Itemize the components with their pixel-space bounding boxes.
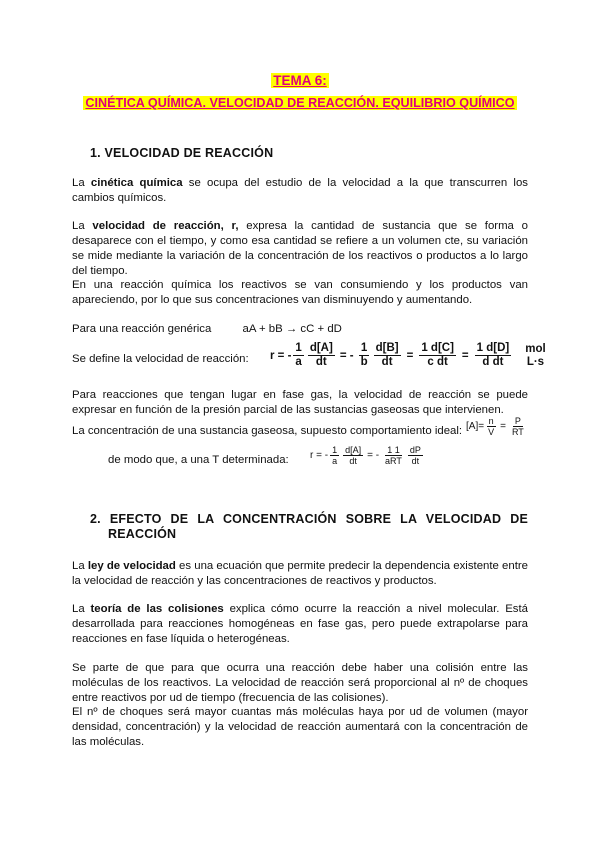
section-2-heading-line-2: REACCIÓN bbox=[108, 527, 177, 541]
s1-paragraph-3: En una reacción química los reactivos se van consumiendo y los productos van apareciendo, por lo que sus concentraciones van disminuyendo y aumentando. bbox=[72, 279, 528, 306]
term-velocidad: velocidad de reacción, r, bbox=[92, 220, 239, 232]
term-ley-velocidad: ley de velocidad bbox=[87, 560, 176, 572]
tema-title: TEMA 6: bbox=[273, 73, 327, 88]
tema-subtitle: CINÉTICA QUÍMICA. VELOCIDAD DE REACCIÓN. EQUILIBRIO QUÍMICO bbox=[85, 96, 515, 110]
pressure-rate-equation: r = - $\frac{1}{a}$ $\frac{d[A]}{dt}$ = - $\frac{1 1}{\text{aRT}}$ $\frac{dP}{dt}$ bbox=[310, 445, 421, 466]
section-1-heading: 1. VELOCIDAD DE REACCIÓN bbox=[90, 146, 274, 160]
rate-definition-label: Se define la velocidad de reacción: bbox=[72, 353, 249, 365]
s2-paragraph-2: La teoría de las colisiones explica cómo ocurre la reacción a nivel molecular. Está desarrollada para reacciones homogéneas en fase gas, pero puede extrapolarse para reacciones en fase líquida o heterogéneas. bbox=[72, 603, 528, 645]
title-line-2 bbox=[0, 94, 600, 112]
title-line-1 bbox=[0, 72, 600, 90]
gas-concentration-equation: [A]= $\frac{n}{V}$ = $\frac{P}{RT}$ bbox=[466, 416, 524, 437]
s2-paragraph-1: La ley de velocidad es una ecuación que permite predecir la dependencia existente entre la velocidad de reacción y las concentraciones de reactivos y productos. bbox=[72, 560, 528, 587]
generic-reaction-equation: aA + bB → cC + dD bbox=[242, 323, 342, 335]
s1-paragraph-1: La cinética química se ocupa del estudio de la velocidad a la que transcurren los cambios químicos. bbox=[72, 177, 528, 204]
section-2-heading-line-1: 2. EFECTO DE LA CONCENTRACIÓN SOBRE LA VELOCIDAD DE bbox=[90, 512, 528, 526]
fixed-temperature-label: de modo que, a una T determinada: bbox=[108, 454, 289, 466]
generic-reaction-line bbox=[72, 322, 528, 337]
s1-paragraph-2: La velocidad de reacción, r, expresa la cantidad de sustancia que se forma o desaparece con el tiempo, y como esa cantidad se refiere a un volumen cte, su variación se mide mediante la variación de la concentración de los reactivos o productos a lo largo del tiempo. bbox=[72, 220, 528, 277]
term-teoria-colisiones: teoría de las colisiones bbox=[90, 603, 224, 615]
s2-paragraph-4: El nº de choques será mayor cuantas más moléculas haya por ud de volumen (mayor densidad, concentración) y la velocidad de reacción aumentará con la concentración de las moléculas. bbox=[72, 706, 528, 748]
s1-paragraph-4: Para reacciones que tengan lugar en fase gas, la velocidad de reacción se puede expresar en función de la presión parcial de las sustancias gaseosas que intervienen. bbox=[72, 389, 528, 416]
generic-reaction-label: Para una reacción genérica bbox=[72, 323, 212, 335]
rate-equation: r = - $\frac{1}{a}$ $\frac{d[A]}{dt}$ = - $\frac{1}{b}$ $\frac{d[B]}{dt}$ = $\frac{1 d[C]}{\text{c dt}}$ = $\frac{1 d[D]}{\text{d dt}}$ mol L·s bbox=[270, 342, 546, 368]
term-cinetica: cinética química bbox=[90, 177, 183, 189]
s2-paragraph-3: Se parte de que para que ocurra una reacción debe haber una colisión entre las moléculas de los reactivos. La velocidad de reacción será proporcional al nº de choques entre reactivos por ud de tiempo (frecuencia de las colisiones). bbox=[72, 662, 528, 704]
gas-concentration-label: La concentración de una sustancia gaseosa, supuesto comportamiento ideal: bbox=[72, 425, 463, 437]
